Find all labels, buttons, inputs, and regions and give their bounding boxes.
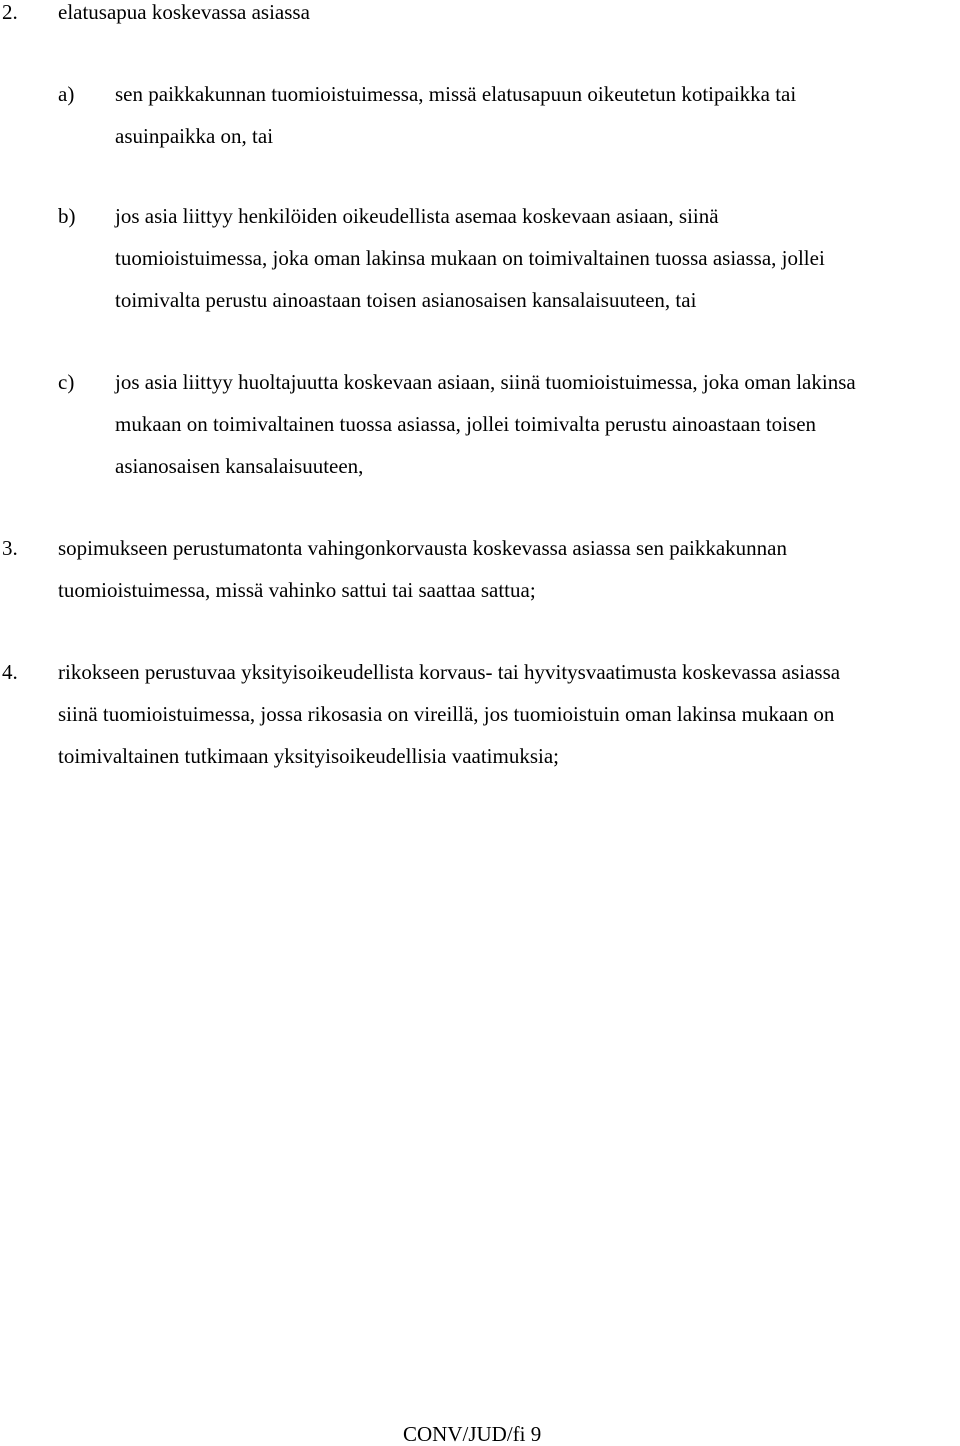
subitem-line: mukaan on toimivaltainen tuossa asiassa, jollei toimivalta perustu ainoastaan toisen	[115, 412, 817, 436]
item-number: 3.	[2, 536, 18, 560]
subitem-label: c)	[58, 370, 75, 394]
subitem-line: toimivalta perustu ainoastaan toisen asianosaisen kansalaisuuteen, tai	[115, 288, 697, 312]
subitem-line: jos asia liittyy huoltajuutta koskevaan asiaan, siinä tuomioistuimessa, joka oman lakinsa	[115, 370, 856, 394]
item-text: elatusapua koskevassa asiassa	[58, 0, 310, 24]
item-line: sopimukseen perustumatonta vahingonkorvausta koskevassa asiassa sen paikkakunnan	[58, 536, 788, 560]
item-number: 2.	[2, 0, 18, 24]
subitem-line: sen paikkakunnan tuomioistuimessa, missä elatusapuun oikeutetun kotipaikka tai	[115, 82, 797, 106]
item-line: rikokseen perustuvaa yksityisoikeudellista korvaus- tai hyvitysvaatimusta koskevassa asiassa	[58, 660, 841, 684]
subitem-label: b)	[58, 204, 76, 228]
item-line: siinä tuomioistuimessa, jossa rikosasia on vireillä, jos tuomioistuin oman lakinsa mukaan on	[58, 702, 835, 726]
subitem-line: tuomioistuimessa, joka oman lakinsa mukaan on toimivaltainen tuossa asiassa, jollei	[115, 246, 825, 270]
item-line: toimivaltainen tutkimaan yksityisoikeudellisia vaatimuksia;	[58, 744, 559, 768]
subitem-line: jos asia liittyy henkilöiden oikeudellista asemaa koskevaan asiaan, siinä	[115, 204, 719, 228]
subitem-line: asianosaisen kansalaisuuteen,	[115, 454, 364, 478]
document-reference: CONV/JUD/fi 9	[403, 1422, 542, 1446]
subitem-line: asuinpaikka on, tai	[115, 124, 274, 148]
item-number: 4.	[2, 660, 18, 684]
item-line: tuomioistuimessa, missä vahinko sattui tai saattaa sattua;	[58, 578, 536, 602]
subitem-label: a)	[58, 82, 75, 106]
